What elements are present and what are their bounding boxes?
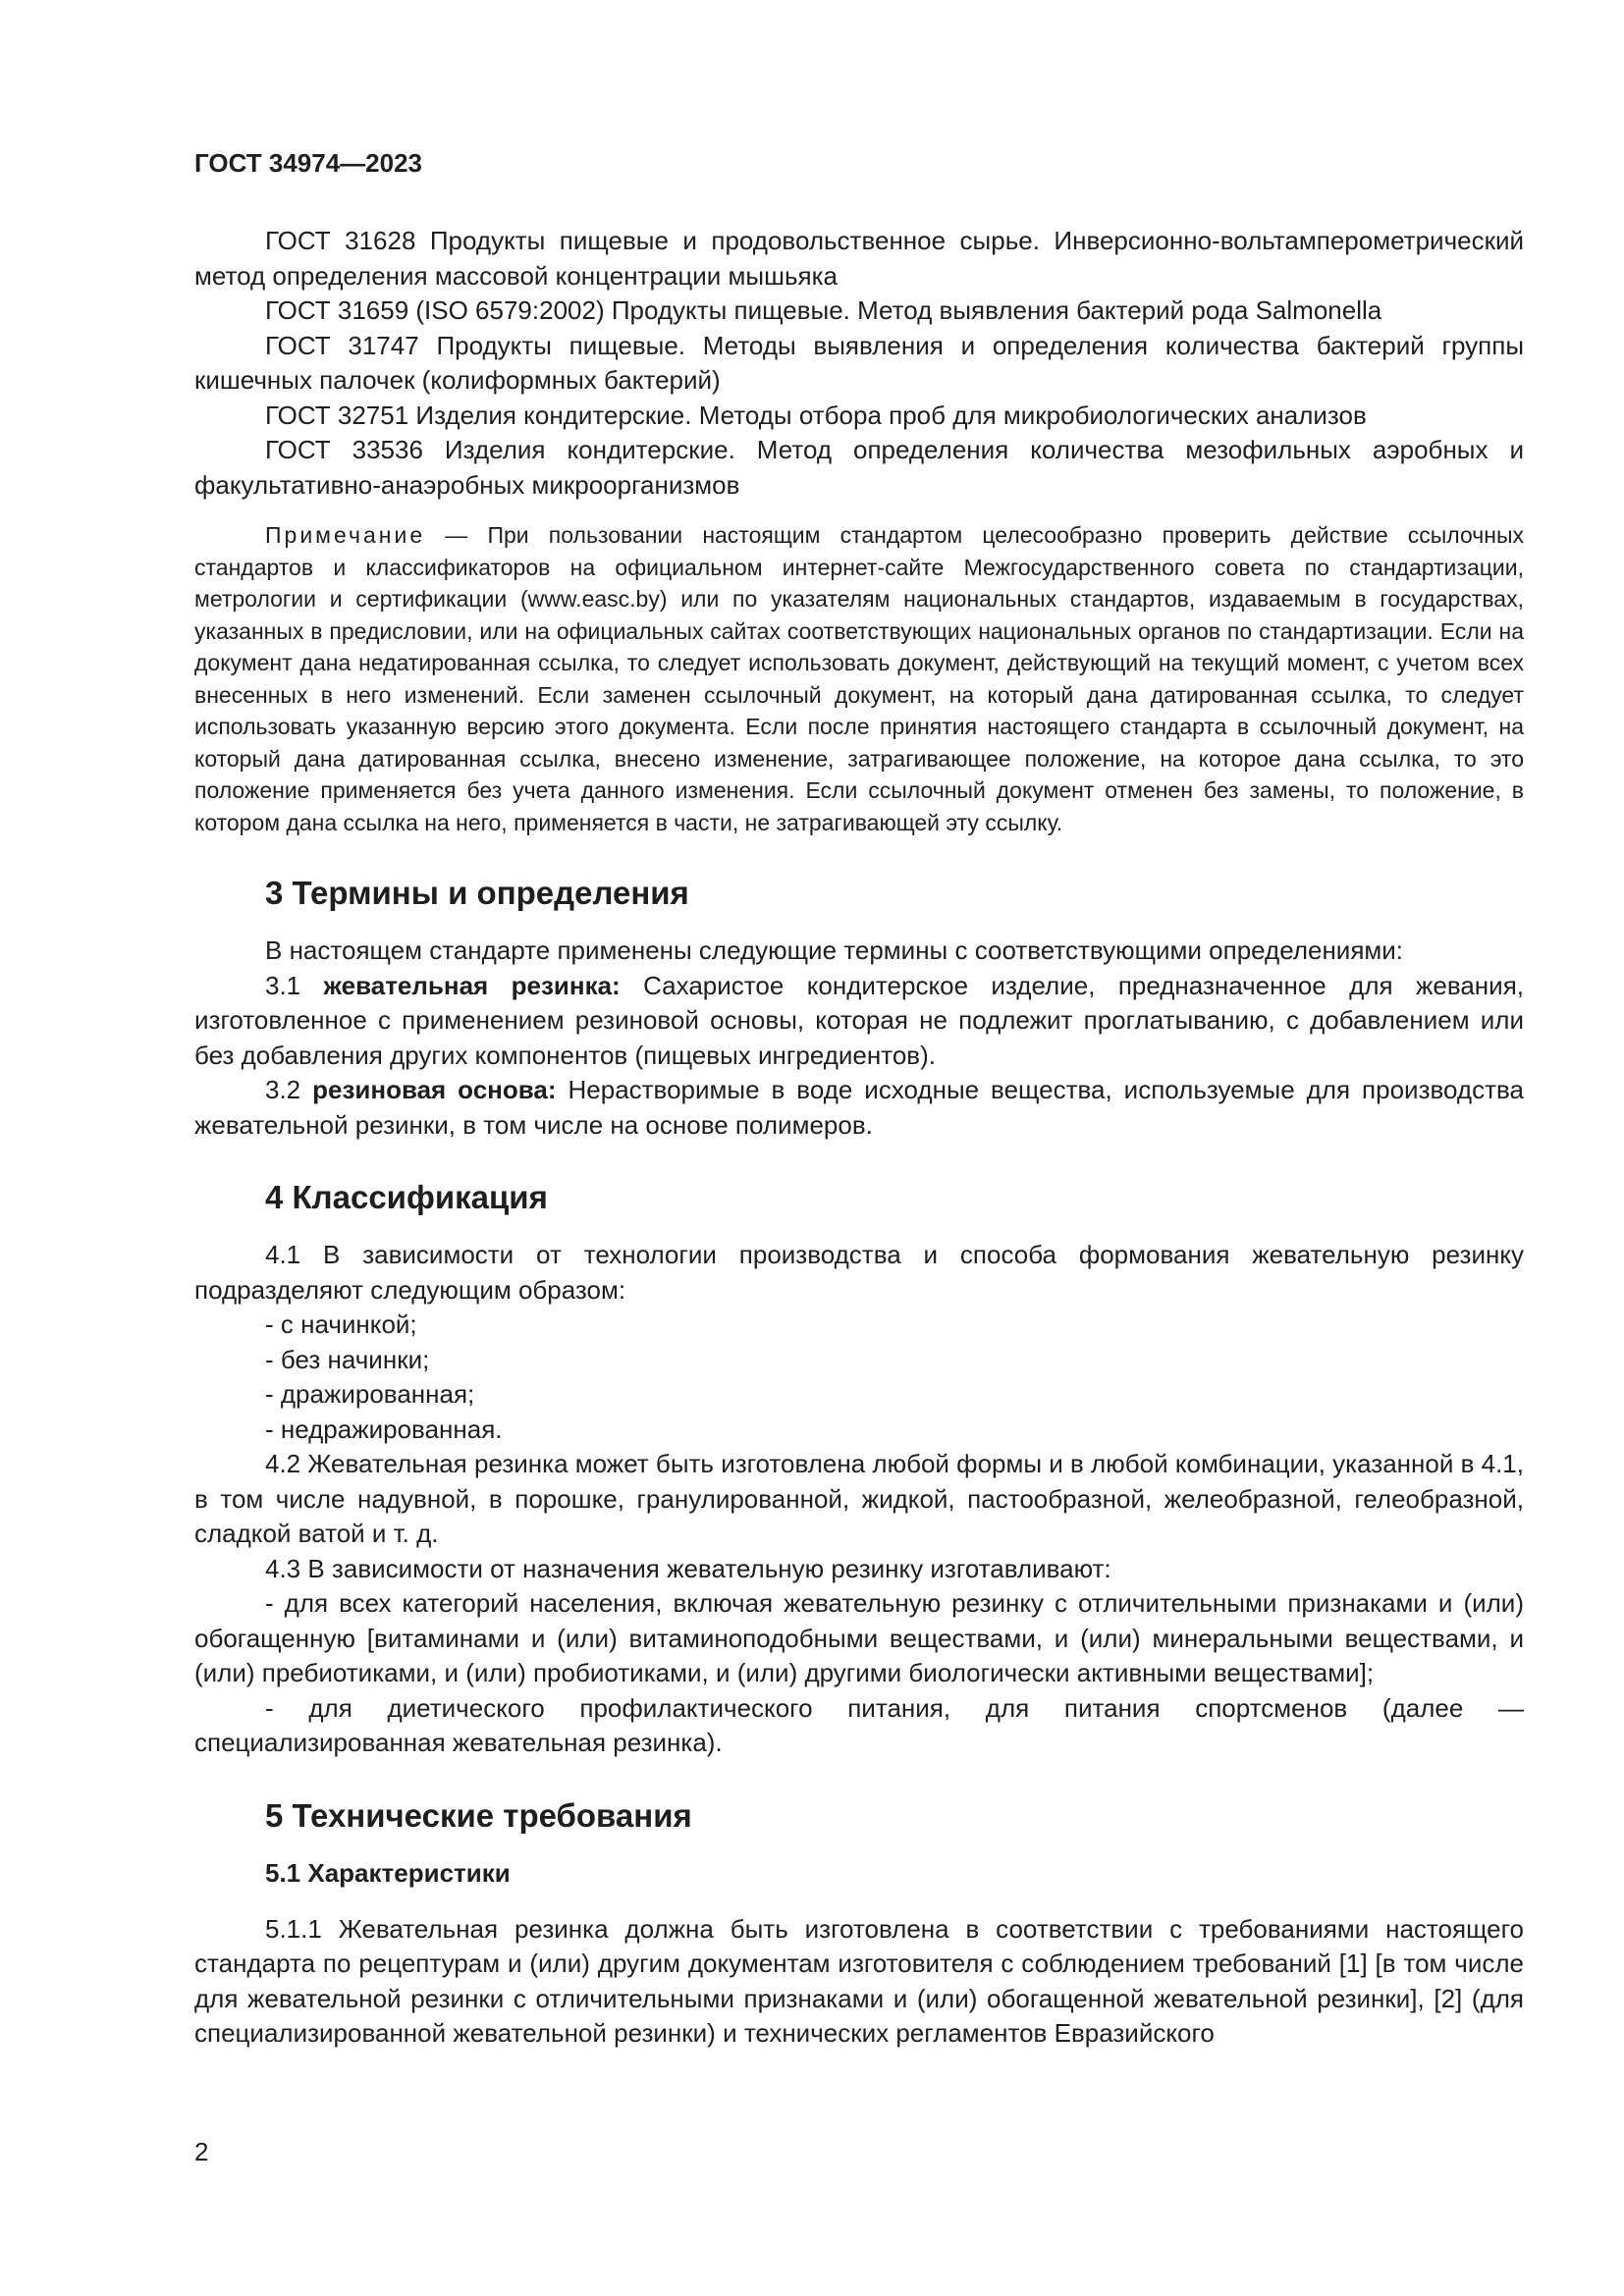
term-number: 3.1	[265, 970, 324, 1000]
list-item: - для всех категорий населения, включая жевательную резинку с отличительными признаками и (или) обогащенную [витаминами и (или) витаминоподобными веществами, и (или) минеральными веществами, и (или) пребиотиками, и (или) пробиотиками, и (или) другими биологически активными веществами];	[194, 1588, 1524, 1687]
section-5-heading: 5 Технические требования	[265, 1796, 692, 1834]
list-item: - без начинки;	[265, 1344, 430, 1374]
clause-4-1: 4.1 В зависимости от технологии производства и способа формования жевательную резинку подразделяют следующим образом:	[194, 1240, 1524, 1305]
clause-4-3: 4.3 В зависимости от назначения жевательную резинку изготавливают:	[265, 1553, 1111, 1583]
document-header: ГОСТ 34974—2023	[194, 148, 422, 178]
note-paragraph	[194, 519, 1524, 838]
term-name: жевательная резинка:	[323, 970, 621, 1000]
reference-item: ГОСТ 31659 (ISO 6579:2002) Продукты пищевые. Метод выявления бактерий рода Salmonella	[265, 295, 1382, 325]
reference-item: ГОСТ 32751 Изделия кондитерские. Методы отбора проб для микробиологических анализов	[265, 400, 1367, 430]
reference-item: ГОСТ 31747 Продукты пищевые. Методы выявления и определения количества бактерий группы кишечных палочек (колиформных бактерий)	[194, 330, 1524, 395]
list-item: - для диетического профилактического питания, для питания спортсменов (далее — специализированная жевательная резинка).	[194, 1692, 1524, 1757]
section-3-intro: В настоящем стандарте применены следующие термины с соответствующими определениями:	[265, 935, 1404, 965]
term-3-2	[194, 1073, 1524, 1143]
list-item: - с начинкой;	[265, 1309, 417, 1339]
term-3-1	[194, 969, 1524, 1074]
term-number: 3.2	[265, 1075, 313, 1104]
page-number: 2	[194, 2137, 209, 2166]
clause-4-2: 4.2 Жевательная резинка может быть изготовлена любой формы и в любой комбинации, указанной в 4.1, в том числе надувной, в порошке, гранулированной, жидкой, пастообразной, желеобразной, гелеобразной, сладкой ватой и т. д.	[194, 1449, 1524, 1548]
term-definition: Сахаристое кондитерское изделие, предназначенное для жевания, изготовленное с применением резиновой основы, которая не подлежит проглатыванию, с добавлением или без добавления других компонентов (пищевых ингредиентов).	[194, 970, 1524, 1070]
subsection-5-1-heading: 5.1 Характеристики	[265, 1857, 511, 1888]
reference-item: ГОСТ 33536 Изделия кондитерские. Метод определения количества мезофильных аэробных и факультативно-анаэробных микроорганизмов	[194, 435, 1524, 500]
section-3-heading: 3 Термины и определения	[265, 875, 689, 911]
page-body	[194, 224, 1524, 2052]
term-name: резиновая основа:	[312, 1075, 557, 1104]
reference-item: ГОСТ 31628 Продукты пищевые и продовольственное сырье. Инверсионно-вольтамперометрический метод определения массовой концентрации мышьяка	[194, 226, 1524, 291]
term-definition: Нерастворимые в воде исходные вещества, используемые для производства жевательной резинки, в том числе на основе полимеров.	[194, 1075, 1524, 1140]
note-text: — При пользовании настоящим стандартом целесообразно проверить действие ссылочных стандартов и классификаторов на официальном интернет-сайте Межгосударственного совета по стандартизации, метрологии и сертификации (www.easc.by) или по указателям национальных стандартов, издаваемым в государствах, указанных в предисловии, или на официальных сайтах соответствующих национальных органов по стандартизации. Если на документ дана недатированная ссылка, то следует использовать документ, действующий на текущий момент, с учетом всех внесенных в него изменений. Если заменен ссылочный документ, на который дана датированная ссылка, то следует использовать указанную версию этого документа. Если после принятия настоящего стандарта в ссылочный документ, на который дана датированная ссылка, внесено изменение, затрагивающее положение, на которое дана ссылка, то это положение применяется без учета данного изменения. Если ссылочный документ отменен без замены, то положение, в котором дана ссылка на него, применяется в части, не затрагивающей эту ссылку.	[194, 522, 1524, 835]
list-item: - дражированная;	[265, 1379, 475, 1409]
note-label: Примечание	[265, 522, 426, 548]
list-item: - недражированная.	[265, 1414, 503, 1444]
clause-5-1-1: 5.1.1 Жевательная резинка должна быть изготовлена в соответствии с требованиями настоящего стандарта по рецептурам и (или) другим документам изготовителя с соблюдением требований [1] [в том числе для жевательной резинки с отличительными признаками и (или) обогащенной жевательной резинки], [2] (для специализированной жевательной резинки) и технических регламентов Евразийского	[194, 1913, 1524, 2048]
section-4-heading: 4 Классификация	[265, 1179, 548, 1215]
